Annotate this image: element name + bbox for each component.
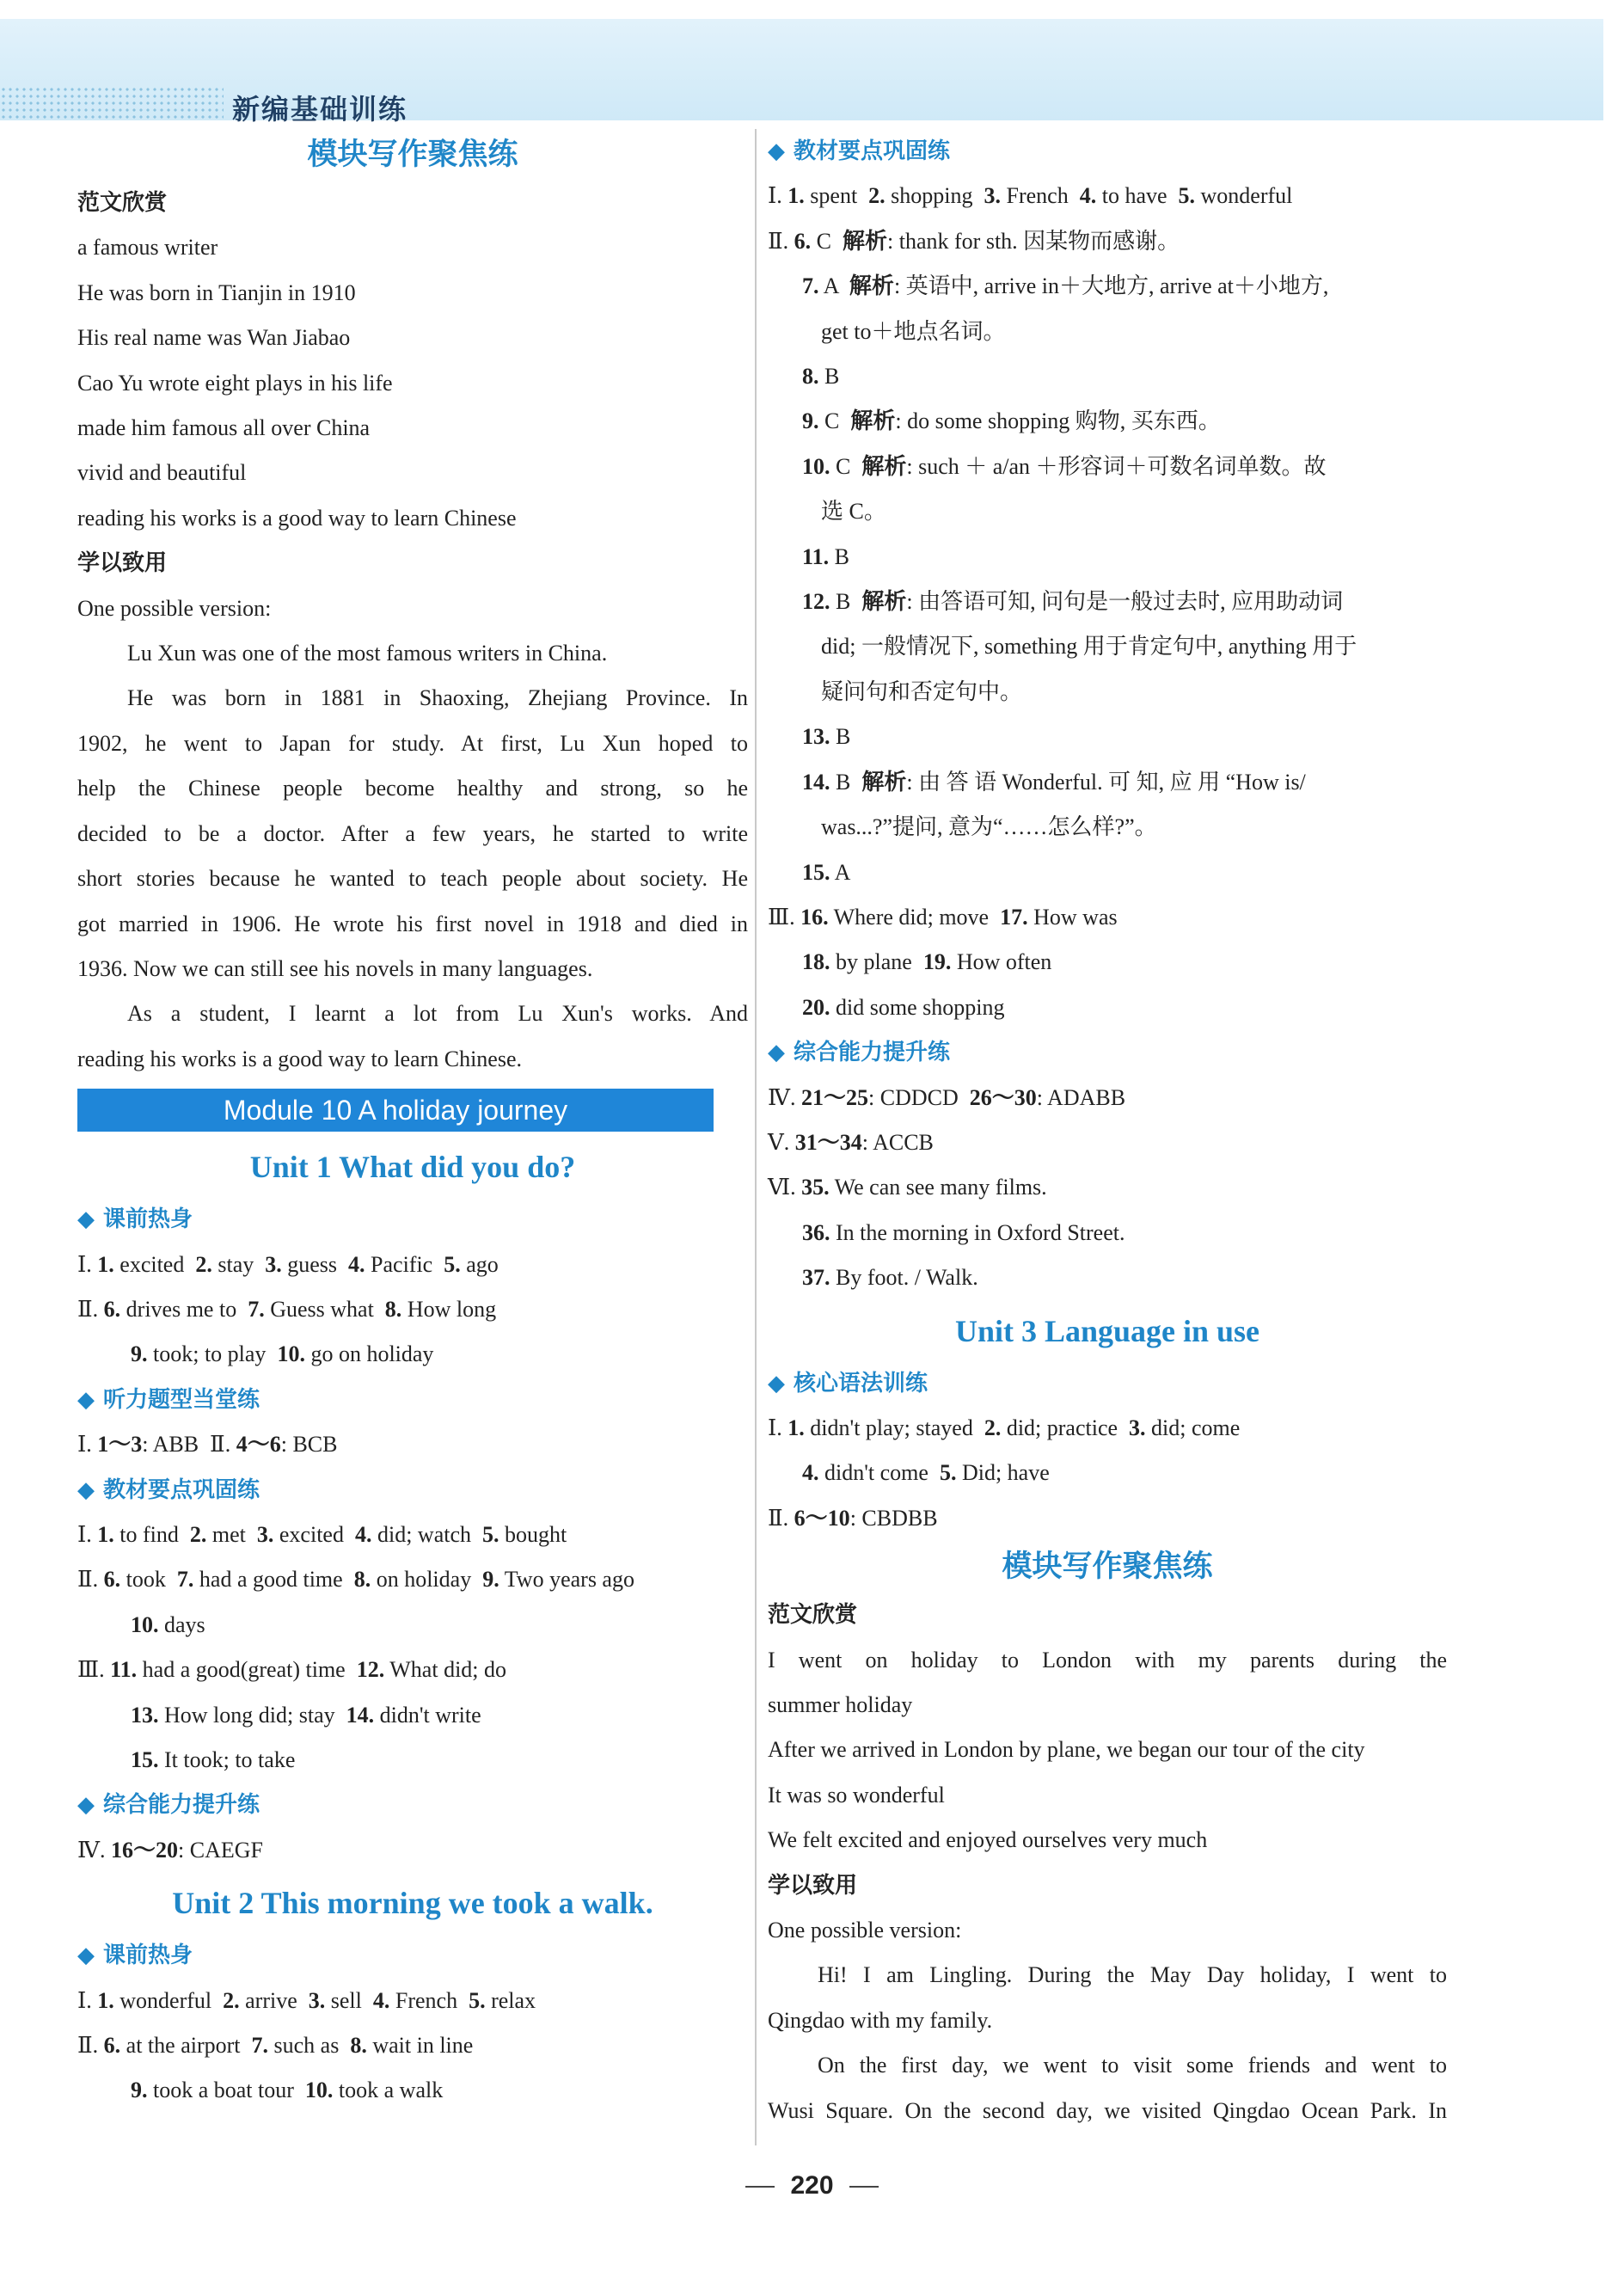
- answer-line: 15. It took; to take: [131, 1747, 296, 1772]
- answer-line: 7. A 解析: 英语中, arrive in＋大地方, arrive at＋小地方,: [802, 273, 1329, 299]
- diamond-icon: ◆: [77, 1792, 95, 1819]
- diamond-icon: ◆: [77, 1386, 95, 1413]
- answer-line: 4. didn't come 5. Did; have: [802, 1460, 1050, 1486]
- answer-line: Ⅳ. 21～25: CDDCD 26～30: ADABB: [768, 1084, 1126, 1110]
- answer-line: 9. took; to play 10. go on holiday: [131, 1341, 434, 1367]
- unit-title: Unit 1 What did you do?: [249, 1150, 576, 1185]
- answer-line: 12. B 解析: 由答语可知, 问句是一般过去时, 应用助动词: [802, 589, 1344, 615]
- section-heading: [77, 1468, 748, 1513]
- model-line: He was born in Tianjin in 1910: [77, 279, 356, 305]
- essay-line: help the Chinese people become healthy and strong, so he: [77, 776, 748, 801]
- possible-version: One possible version:: [768, 1918, 962, 1943]
- apply-label: 学以致用: [768, 1872, 858, 1899]
- apply-label: 学以致用: [77, 550, 168, 577]
- essay-line: Lu Xun was one of the most famous writers in China.: [127, 641, 608, 666]
- model-label: 范文欣赏: [768, 1602, 858, 1629]
- answer-line: 10. days: [131, 1611, 205, 1637]
- unit-title: Unit 2 This morning we took a walk.: [172, 1886, 653, 1921]
- essay-line: As a student, I learnt a lot from Lu Xun's works. And: [127, 1001, 748, 1027]
- answer-line: 14. B 解析: 由 答 语 Wonderful. 可 知, 应 用 “How is/: [802, 769, 1306, 795]
- essay-line: got married in 1906. He wrote his first novel in 1918 and died in: [77, 911, 748, 936]
- essay-line: Hi! I am Lingling. During the May Day holiday, I went to: [818, 1962, 1447, 1988]
- left-column: [77, 129, 748, 2114]
- essay-line: decided to be a doctor. After a few years, he started to write: [77, 820, 748, 846]
- right-column: [768, 129, 1447, 2133]
- writing-title: 模块写作聚焦练: [307, 137, 518, 172]
- brand-title: 新编基础训练: [232, 93, 408, 126]
- model-label: 范文欣赏: [77, 190, 168, 216]
- module-title: Module 10 A holiday journey: [77, 1089, 714, 1132]
- answer-line: 9. took a boat tour 10. took a walk: [131, 2078, 444, 2103]
- section-heading: [768, 1361, 1447, 1406]
- section-heading-text: 综合能力提升练: [103, 1792, 260, 1819]
- column-divider: [755, 129, 757, 2145]
- section-heading-text: 综合能力提升练: [794, 1040, 951, 1066]
- answer-line: Ⅲ. 11. had a good(great) time 12. What did; do: [77, 1657, 507, 1683]
- answer-line: 36. In the morning in Oxford Street.: [802, 1219, 1125, 1245]
- model-line: vivid and beautiful: [77, 460, 247, 486]
- answer-line: Ⅰ. 1. didn't play; stayed 2. did; practice 3. did; come: [768, 1415, 1241, 1440]
- answer-line: Ⅱ. 6. took 7. had a good time 8. on holiday 9. Two years ago: [77, 1567, 634, 1593]
- diamond-icon: ◆: [768, 1370, 785, 1396]
- section-heading-text: 课前热身: [103, 1206, 193, 1233]
- section-heading-text: 课前热身: [103, 1943, 193, 1969]
- essay-line: 1936. Now we can still see his novels in many languages.: [77, 955, 593, 981]
- model-line: summer holiday: [768, 1692, 913, 1717]
- possible-version: One possible version:: [77, 595, 272, 621]
- answer-line: 10. C 解析: such ＋ a/an ＋形容词＋可数名词单数。故: [802, 453, 1327, 479]
- answer-line: Ⅰ. 1～3: ABB Ⅱ. 4～6: BCB: [77, 1432, 338, 1458]
- section-heading: [77, 1197, 748, 1242]
- answer-line: was...?”提问, 意为“……怎么样?”。: [821, 814, 1157, 840]
- essay-line: 1902, he went to Japan for study. At first, Lu Xun hoped to: [77, 730, 748, 756]
- essay-line: He was born in 1881 in Shaoxing, Zhejiang Province. In: [127, 685, 748, 711]
- unit-title: Unit 3 Language in use: [954, 1313, 1260, 1348]
- model-line: reading his works is a good way to learn Chinese: [77, 505, 517, 531]
- page-number-dash-left: [745, 2186, 775, 2188]
- header-dots: [0, 86, 224, 120]
- answer-line: did; 一般情况下, something 用于肯定句中, anything 用于: [821, 634, 1357, 660]
- page-number-text: 220: [790, 2171, 834, 2200]
- section-heading: [768, 129, 1447, 174]
- answer-line: Ⅰ. 1. spent 2. shopping 3. French 4. to have 5. wonderful: [768, 183, 1293, 209]
- answer-line: Ⅱ. 6～10: CBDBB: [768, 1505, 938, 1531]
- diamond-icon: ◆: [768, 138, 785, 164]
- essay-line: reading his works is a good way to learn Chinese.: [77, 1046, 523, 1071]
- model-line: Cao Yu wrote eight plays in his life: [77, 370, 393, 396]
- answer-line: 9. C 解析: do some shopping 购物, 买东西。: [802, 408, 1221, 434]
- answer-line: Ⅰ. 1. to find 2. met 3. excited 4. did; watch 5. bought: [77, 1521, 567, 1547]
- model-line: I went on holiday to London with my parents during the: [768, 1647, 1447, 1673]
- answer-line: Ⅲ. 16. Where did; move 17. How was: [768, 904, 1118, 930]
- model-line: made him famous all over China: [77, 415, 371, 441]
- answer-line: 15. A: [802, 859, 851, 885]
- section-heading-text: 教材要点巩固练: [794, 138, 951, 164]
- model-line: It was so wonderful: [768, 1782, 945, 1808]
- answer-line: 18. by plane 19. How often: [802, 949, 1052, 975]
- essay-line: On the first day, we went to visit some friends and went to: [818, 2053, 1447, 2078]
- section-heading-text: 教材要点巩固练: [103, 1476, 260, 1503]
- answer-line: 13. How long did; stay 14. didn't write: [131, 1702, 481, 1728]
- diamond-icon: ◆: [77, 1206, 95, 1233]
- answer-line: Ⅱ. 6. drives me to 7. Guess what 8. How long: [77, 1296, 497, 1322]
- section-heading-text: 听力题型当堂练: [103, 1386, 260, 1413]
- answer-line: Ⅱ. 6. C 解析: thank for sth. 因某物而感谢。: [768, 228, 1180, 254]
- answer-line: 疑问句和否定句中。: [821, 678, 1023, 704]
- answer-line: Ⅱ. 6. at the airport 7. such as 8. wait in line: [77, 2033, 474, 2059]
- essay-line: Qingdao with my family.: [768, 2007, 993, 2033]
- section-heading-text: 核心语法训练: [794, 1370, 928, 1396]
- section-heading: [768, 1030, 1447, 1075]
- essay-line: short stories because he wanted to teach people about society. He: [77, 866, 748, 892]
- answer-line: 选 C。: [821, 499, 886, 525]
- header-banner: [0, 19, 1603, 126]
- page-number: [0, 2171, 1624, 2200]
- answer-line: 20. did some shopping: [802, 994, 1005, 1020]
- section-heading: [77, 1378, 748, 1422]
- answer-line: 13. B: [802, 724, 851, 750]
- model-line: His real name was Wan Jiabao: [77, 325, 351, 351]
- diamond-icon: ◆: [77, 1476, 95, 1503]
- diamond-icon: ◆: [768, 1040, 785, 1066]
- model-line: After we arrived in London by plane, we began our tour of the city: [768, 1737, 1365, 1763]
- answer-line: 8. B: [802, 364, 840, 390]
- model-line: We felt excited and enjoyed ourselves very much: [768, 1827, 1208, 1853]
- answer-line: Ⅵ. 35. We can see many films.: [768, 1175, 1047, 1200]
- answer-line: Ⅳ. 16～20: CAEGF: [77, 1837, 263, 1863]
- page-number-dash-right: [849, 2186, 879, 2188]
- answer-line: get to＋地点名词。: [821, 318, 1006, 344]
- answer-line: Ⅴ. 31～34: ACCB: [768, 1129, 934, 1155]
- section-heading: [77, 1783, 748, 1827]
- answer-line: Ⅰ. 1. excited 2. stay 3. guess 4. Pacific 5. ago: [77, 1251, 499, 1277]
- writing-title: 模块写作聚焦练: [1002, 1549, 1213, 1585]
- diamond-icon: ◆: [77, 1943, 95, 1969]
- essay-line: Wusi Square. On the second day, we visited Qingdao Ocean Park. In: [768, 2097, 1447, 2123]
- answer-line: 37. By foot. / Walk.: [802, 1265, 978, 1291]
- model-line: a famous writer: [77, 235, 218, 261]
- answer-line: 11. B: [802, 543, 849, 569]
- section-heading: [77, 1933, 748, 1978]
- answer-line: Ⅰ. 1. wonderful 2. arrive 3. sell 4. French 5. relax: [77, 1987, 536, 2013]
